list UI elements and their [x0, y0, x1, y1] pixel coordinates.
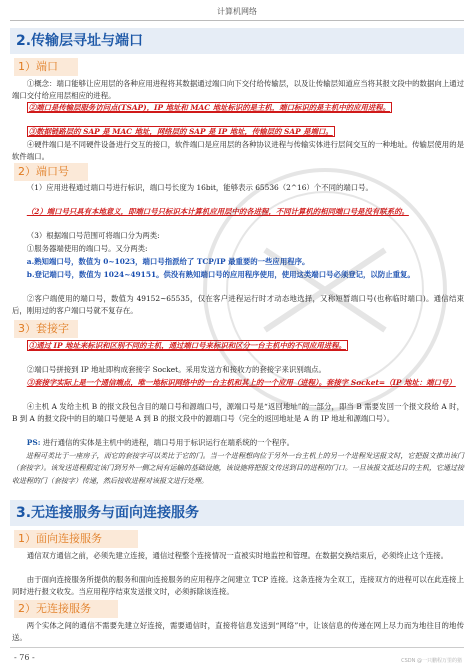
paragraph: ④硬件端口是不同硬件设备进行交互的接口，软件端口是应用层的各种协议进程与传输实体进行层间交互的一种地址。传输层使用的是软件端口。 — [12, 140, 464, 162]
header-rule — [10, 20, 464, 21]
footer-mark: CSDN @一只鹏程万里的猪 — [401, 658, 462, 664]
running-head: 计算机网络 — [217, 7, 257, 16]
ps-paragraph: PS: 进行通信的实体是主机中的进程，端口号用于标识运行在端系统的一个程序。 — [26, 438, 295, 447]
paragraph: 由于面向连接服务所提供的服务和面向连接服务的应用程序之间建立 TCP 连接。这条连接为全双工，连接双方的进程可以在此连接上同时进行报文收发。当应用程序结束发送报文时，必须拆除该连接。 — [12, 575, 464, 597]
subsection-title: 2）端口号 — [14, 163, 88, 181]
paragraph-highlight: ①通过 IP 地址来标识和区别不同的主机，通过端口号来标识和区分一台主机中的不同应用进程。 — [28, 341, 346, 350]
subsection-title: 1）面向连接服务 — [14, 530, 138, 548]
paragraph: ②端口号拼接到 IP 地址即构成套接字 Socket。采用发送方和接收方的套接字来识别端点。 — [26, 365, 326, 374]
note-paragraph: 进程可类比于一座房子，而它的套接字可以类比于它的门。当一个进程想向位于另外一台主机上的另一个进程发送报文时，它把报文推出该门（套接字）。该发送进程假定该门到另外一侧之间有运输的基础设施，该设施将把报文传送到目的进程的门口。一旦该报文抵达目的主机，它通过接收进程的门（套接字）传递，然后接收进程对该报文进行处理。 — [12, 452, 464, 485]
paragraph: ②客户端使用的端口号，数值为 49152~65535，仅在客户进程运行时才动态地选择，又称短暂端口号(也称临时端口)。通信结束后，刚用过的客户端口号就不复存在。 — [12, 294, 464, 316]
subsection-title: 3）套接字 — [14, 320, 78, 338]
section-title: 2.传输层寻址与端口 — [10, 28, 464, 54]
paragraph: b.登记端口号，数值为 1024~49151。供没有熟知端口号的应用程序使用，使用这类端口号必须登记，以防止重复。 — [26, 270, 415, 279]
paragraph: （3）根据端口号范围可将端口分为两类: — [26, 231, 160, 240]
page-number: - 76 - — [14, 653, 35, 662]
paragraph: ①概念：端口能够让应用层的各种应用进程将其数据通过端口向下交付给传输层，以及让传输层知道应当将其报文段中的数据向上通过端口交付给应用层相应的进程。 — [12, 79, 464, 101]
footer-rule — [10, 647, 464, 648]
paragraph: a.熟知端口号，数值为 0~1023，端口号指派给了 TCP/IP 最重要的一些应用程序。 — [26, 257, 310, 266]
paragraph: （1）应用进程通过端口号进行标识，端口号长度为 16bit，能够表示 65536（2^16）个不同的端口号。 — [26, 183, 373, 192]
paragraph: 通信双方通信之前，必须先建立连接，通信过程整个连接情况一直被实时地监控和管理。在数据交换结束后，必须终止这个连接。 — [26, 551, 449, 560]
paragraph-highlight: ③数据链路层的 SAP 是 MAC 地址，网络层的 SAP 是 IP 地址，传输层的 SAP 是端口。 — [28, 127, 333, 136]
paragraph: ④主机 A 发给主机 B 的报文段包含目的端口号和源端口号，源端口号是“返回地址”的一部分，即当 B 需要发回一个报文段给 A 时，B 到 A 的报文段中的目的端口号便是 A 到 B 的报文段中的源端口号（完全的返回地址是 A 的 IP 地址和源端口号）。 — [12, 402, 464, 424]
section-title: 3.无连接服务与面向连接服务 — [10, 500, 464, 526]
paragraph-highlight: ②端口是传输层服务访问点(TSAP)，IP 地址和 MAC 地址标识的是主机，端口标识的是主机中的应用进程。 — [28, 103, 391, 112]
paragraph: ③套接字实际上是一个通信端点，唯一地标识网络中的一台主机和其上的一个应用（进程）。套接字 Socket=（IP 地址：端口号） — [26, 378, 456, 387]
paragraph: ①服务器端使用的端口号。又分两类: — [26, 244, 148, 253]
subsection-title: 2）无连接服务 — [14, 600, 118, 618]
paragraph: （2）端口号只具有本地意义，即端口号只标识本计算机应用层中的各进程，不同计算机的相同端口号是没有联系的。 — [26, 207, 409, 216]
paragraph: 两个实体之间的通信不需要先建立好连接，需要通信时，直接将信息发送到“网络”中，让该信息的传递在网上尽力而为地往目的地传送。 — [12, 621, 464, 643]
subsection-title: 1）端口 — [14, 58, 78, 76]
